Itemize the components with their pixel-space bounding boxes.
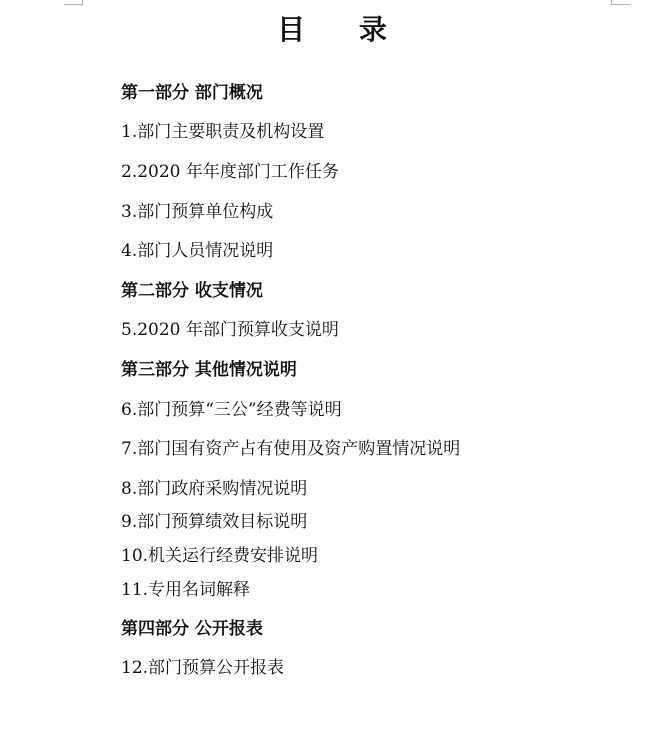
toc-entry-6: 6.部门预算“三公”经费等说明 bbox=[121, 400, 342, 420]
part-4-heading: 第四部分 公开报表 bbox=[121, 619, 263, 639]
toc-entry-12: 12.部门预算公开报表 bbox=[121, 658, 285, 678]
toc-entry-8: 8.部门政府采购情况说明 bbox=[121, 479, 308, 499]
toc-entry-2: 2.2020 年年度部门工作任务 bbox=[121, 162, 339, 182]
toc-entry-11: 11.专用名词解释 bbox=[121, 580, 251, 600]
toc-entry-7: 7.部门国有资产占有使用及资产购置情况说明 bbox=[121, 439, 461, 459]
toc-entry-5: 5.2020 年部门预算收支说明 bbox=[121, 320, 339, 340]
part-2-heading: 第二部分 收支情况 bbox=[121, 281, 263, 301]
toc-entry-3: 3.部门预算单位构成 bbox=[121, 202, 274, 222]
toc-entry-4: 4.部门人员情况说明 bbox=[121, 241, 274, 261]
part-1-heading: 第一部分 部门概况 bbox=[121, 83, 263, 103]
toc-entry-9: 9.部门预算绩效目标说明 bbox=[121, 512, 308, 532]
part-3-heading: 第三部分 其他情况说明 bbox=[121, 360, 297, 380]
toc-entry-10: 10.机关运行经费安排说明 bbox=[121, 546, 319, 566]
toc-title: 目 录 bbox=[277, 13, 409, 46]
toc-entry-1: 1.部门主要职责及机构设置 bbox=[121, 122, 325, 142]
